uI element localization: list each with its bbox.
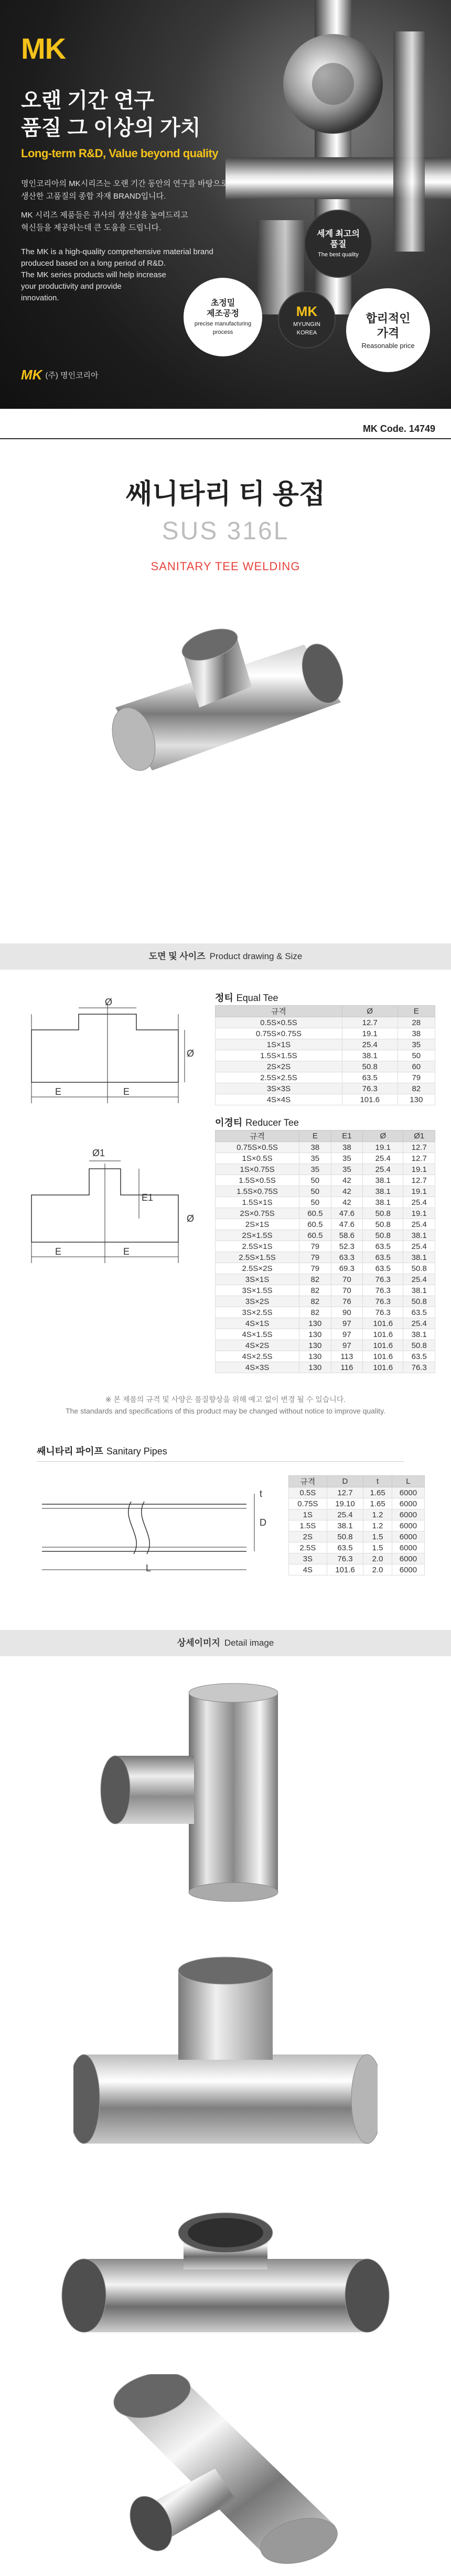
pipe-cell: 1.65: [363, 1487, 392, 1498]
hero-desc-ko-3: MK 시리즈 제품들은 귀사의 생산성을 높여드리고: [21, 211, 188, 220]
pipe-header-cell: D: [327, 1476, 363, 1487]
reducer-tee-cell: 1.5S×0.75S: [216, 1186, 299, 1197]
reducer-tee-cell: 76.3: [363, 1307, 403, 1318]
equal-tee-cell: 38.1: [342, 1050, 398, 1061]
hero-title-line2: 품질 그 이상의 가치: [21, 116, 201, 139]
reducer-tee-table: [215, 1130, 435, 1373]
reducer-tee-cell: 38.1: [363, 1186, 403, 1197]
reducer-tee-cell: 60.5: [299, 1219, 331, 1230]
equal-tee-cell: 1S×1S: [216, 1039, 342, 1050]
sanitary-pipe-drawing: [31, 1473, 262, 1578]
pipe-cell: 2.0: [363, 1553, 392, 1564]
pipe-header-cell: L: [392, 1476, 424, 1487]
equal-tee-row: [216, 1017, 435, 1028]
pipe-header-cell: 규격: [289, 1476, 327, 1487]
reducer-tee-cell: 38.1: [403, 1252, 435, 1263]
reducer-tee-cell: 42: [331, 1175, 363, 1186]
reducer-tee-drawing: [21, 1153, 199, 1268]
hero-title-line1: 오랜 기간 연구: [21, 89, 155, 112]
reducer-tee-cell: 70: [331, 1285, 363, 1296]
reducer-tee-cell: 50: [299, 1197, 331, 1208]
pipe-cell: 101.6: [327, 1564, 363, 1575]
reducer-tee-cell: 50.8: [363, 1230, 403, 1241]
reducer-tee-cell: 50.8: [363, 1219, 403, 1230]
reducer-tee-header-cell: 규격: [216, 1131, 299, 1142]
equal-tee-table: [215, 1005, 435, 1105]
reducer-tee-row: [216, 1263, 435, 1274]
dim-label-phi-side: Ø: [187, 1048, 195, 1059]
equal-tee-row: [216, 1039, 435, 1050]
reducer-tee-cell: 38.1: [403, 1285, 435, 1296]
reducer-tee-row: [216, 1340, 435, 1351]
equal-tee-cell: 76.3: [342, 1083, 398, 1094]
brand-logo: MK: [21, 32, 66, 65]
pipe-row: [289, 1553, 425, 1564]
reducer-tee-row: [216, 1175, 435, 1186]
reducer-tee-cell: 3S×2S: [216, 1296, 299, 1307]
equal-tee-cell: 82: [398, 1083, 435, 1094]
reducer-tee-cell: 116: [331, 1362, 363, 1373]
pipe-cell: 1.2: [363, 1509, 392, 1520]
equal-tee-cell: 60: [398, 1061, 435, 1072]
reducer-tee-cell: 38.1: [363, 1175, 403, 1186]
reducer-tee-cell: 38.1: [363, 1197, 403, 1208]
pipe-cell: 4S: [289, 1564, 327, 1575]
reducer-tee-cell: 4S×1S: [216, 1318, 299, 1329]
reducer-tee-row: [216, 1208, 435, 1219]
pipe-row: [289, 1498, 425, 1509]
reducer-tee-label: 이경티 Reducer Tee: [215, 1117, 299, 1128]
reducer-tee-cell: 38.1: [403, 1230, 435, 1241]
reducer-tee-cell: 47.6: [331, 1219, 363, 1230]
reducer-tee-cell: 4S×1.5S: [216, 1329, 299, 1340]
badge-reasonable-price: 합리적인 가격 Reasonable price: [346, 288, 430, 372]
reducer-tee-cell: 79: [299, 1241, 331, 1252]
equal-tee-cell: 101.6: [342, 1094, 398, 1105]
equal-tee-row: [216, 1028, 435, 1039]
reducer-tee-header-row: [216, 1131, 435, 1142]
reducer-tee-cell: 50: [299, 1186, 331, 1197]
reducer-tee-cell: 101.6: [363, 1340, 403, 1351]
hero-subtitle: Long-term R&D, Value beyond quality: [21, 147, 219, 160]
pipe-row: [289, 1542, 425, 1553]
dim-label-phi-side-2: Ø: [187, 1213, 195, 1224]
reducer-tee-row: [216, 1164, 435, 1175]
reducer-tee-cell: 25.4: [403, 1241, 435, 1252]
reducer-tee-row: [216, 1329, 435, 1340]
hero-desc-ko-1: 명인코리아의 MK시리즈는 오랜 기간 동안의 연구를 바탕으로: [21, 179, 229, 188]
reducer-tee-cell: 1.5S×1S: [216, 1197, 299, 1208]
pipe-cell: 6000: [392, 1520, 424, 1531]
reducer-tee-cell: 63.3: [331, 1252, 363, 1263]
reducer-tee-cell: 47.6: [331, 1208, 363, 1219]
reducer-tee-cell: 0.75S×0.5S: [216, 1142, 299, 1153]
reducer-tee-cell: 63.5: [403, 1351, 435, 1362]
reducer-tee-cell: 50: [299, 1175, 331, 1186]
reducer-tee-cell: 2.5S×2S: [216, 1263, 299, 1274]
pipe-cell: 0.5S: [289, 1487, 327, 1498]
equal-tee-cell: 1.5S×1.5S: [216, 1050, 342, 1061]
pipe-cell: 6000: [392, 1542, 424, 1553]
reducer-tee-cell: 58.6: [331, 1230, 363, 1241]
pipe-cell: 6000: [392, 1564, 424, 1575]
dim-label-pipe-d: D: [260, 1517, 266, 1528]
reducer-tee-cell: 69.3: [331, 1263, 363, 1274]
detail-image-3: [52, 2201, 399, 2348]
equal-tee-header-cell: Ø: [342, 1006, 398, 1017]
pipe-cell: 6000: [392, 1531, 424, 1542]
pipe-cell: 25.4: [327, 1509, 363, 1520]
reducer-tee-cell: 50.8: [363, 1208, 403, 1219]
pipe-cell: 38.1: [327, 1520, 363, 1531]
reducer-tee-cell: 50.8: [403, 1340, 435, 1351]
reducer-tee-cell: 52.3: [331, 1241, 363, 1252]
reducer-tee-cell: 130: [299, 1351, 331, 1362]
pipe-cell: 1.2: [363, 1520, 392, 1531]
pipe-header-cell: t: [363, 1476, 392, 1487]
dim-label-pipe-t: t: [260, 1488, 263, 1499]
equal-tee-cell: 4S×4S: [216, 1094, 342, 1105]
reducer-tee-cell: 19.1: [363, 1142, 403, 1153]
equal-tee-row: [216, 1083, 435, 1094]
pipe-cell: 1.5: [363, 1542, 392, 1553]
reducer-tee-cell: 1S×0.5S: [216, 1153, 299, 1164]
pipe-cell: 1.65: [363, 1498, 392, 1509]
reducer-tee-cell: 12.7: [403, 1175, 435, 1186]
pipe-cell: 12.7: [327, 1487, 363, 1498]
pipe-cell: 76.3: [327, 1553, 363, 1564]
reducer-tee-row: [216, 1307, 435, 1318]
reducer-tee-cell: 38.1: [403, 1329, 435, 1340]
dim-label-e-right: E: [123, 1086, 130, 1097]
reducer-tee-cell: 2.5S×1.5S: [216, 1252, 299, 1263]
reducer-tee-header-cell: E1: [331, 1131, 363, 1142]
equal-tee-label: 정티 Equal Tee: [215, 993, 278, 1003]
reducer-tee-cell: 76.3: [363, 1296, 403, 1307]
hero-desc-ko-4: 혁신들을 제공하는데 큰 도움을 드립니다.: [21, 223, 162, 232]
reducer-tee-cell: 25.4: [363, 1164, 403, 1175]
equal-tee-cell: 79: [398, 1072, 435, 1083]
dim-label-phi-top: Ø: [105, 997, 113, 1007]
reducer-tee-cell: 2S×1S: [216, 1219, 299, 1230]
spec-note-ko: ※ 본 제품의 규격 및 사양은 품질향상을 위해 예고 없이 변경 될 수 있습니다.: [105, 1395, 346, 1404]
equal-tee-cell: 25.4: [342, 1039, 398, 1050]
equal-tee-row: [216, 1094, 435, 1105]
dim-label-e1: E1: [142, 1192, 154, 1203]
reducer-tee-cell: 25.4: [403, 1219, 435, 1230]
equal-tee-cell: 12.7: [342, 1017, 398, 1028]
hero-banner: [0, 0, 451, 409]
reducer-tee-row: [216, 1219, 435, 1230]
pipe-cell: 1.5S: [289, 1520, 327, 1531]
reducer-tee-cell: 19.1: [403, 1208, 435, 1219]
equal-tee-header-cell: 규격: [216, 1006, 342, 1017]
equal-tee-cell: 35: [398, 1039, 435, 1050]
pipe-cell: 2.5S: [289, 1542, 327, 1553]
reducer-tee-cell: 35: [299, 1164, 331, 1175]
pipe-row: [289, 1509, 425, 1520]
reducer-tee-row: [216, 1230, 435, 1241]
dim-label-pipe-l: L: [146, 1563, 152, 1573]
reducer-tee-cell: 35: [331, 1164, 363, 1175]
reducer-tee-cell: 25.4: [363, 1153, 403, 1164]
reducer-tee-header-cell: Ø1: [403, 1131, 435, 1142]
reducer-tee-cell: 101.6: [363, 1351, 403, 1362]
pipe-row: [289, 1564, 425, 1575]
reducer-tee-cell: 97: [331, 1340, 363, 1351]
pipe-cell: 50.8: [327, 1531, 363, 1542]
pipe-header-row: [289, 1476, 425, 1487]
dim-label-phi1: Ø1: [92, 1148, 105, 1158]
reducer-tee-cell: 63.5: [363, 1241, 403, 1252]
pipe-cell: 6000: [392, 1487, 424, 1498]
reducer-tee-row: [216, 1197, 435, 1208]
equal-tee-cell: 130: [398, 1094, 435, 1105]
reducer-tee-cell: 90: [331, 1307, 363, 1318]
reducer-tee-cell: 35: [299, 1153, 331, 1164]
detail-image-4: [84, 2374, 367, 2568]
product-material: SUS 316L: [162, 517, 289, 545]
reducer-tee-cell: 70: [331, 1274, 363, 1285]
equal-tee-row: [216, 1050, 435, 1061]
reducer-tee-cell: 130: [299, 1362, 331, 1373]
equal-tee-cell: 50.8: [342, 1061, 398, 1072]
reducer-tee-header-cell: E: [299, 1131, 331, 1142]
reducer-tee-cell: 82: [299, 1274, 331, 1285]
hero-desc-en-3: The MK series products will help increase: [21, 270, 166, 279]
pipe-cell: 0.75S: [289, 1498, 327, 1509]
equal-tee-cell: 19.1: [342, 1028, 398, 1039]
equal-tee-cell: 63.5: [342, 1072, 398, 1083]
pipe-cell: 6000: [392, 1498, 424, 1509]
reducer-tee-cell: 4S×3S: [216, 1362, 299, 1373]
reducer-tee-cell: 38: [299, 1142, 331, 1153]
pipe-cell: 63.5: [327, 1542, 363, 1553]
badge-precise-process: 초정밀 제조공정 precise manufacturing process: [184, 278, 262, 356]
hero-desc-en-4: your productivity and provide: [21, 282, 122, 291]
badge-mk-myungin: MK MYUNGIN KOREA: [278, 291, 336, 349]
badge-best-quality: 세계 최고의 품질 The best quality: [304, 210, 372, 278]
hero-desc-en-5: innovation.: [21, 294, 59, 302]
spec-note-en: The standards and specifications of this product may be changed without notice to improve quality.: [66, 1407, 385, 1415]
dim-label-e-right-2: E: [123, 1246, 130, 1257]
reducer-tee-cell: 101.6: [363, 1318, 403, 1329]
reducer-tee-cell: 50.8: [403, 1296, 435, 1307]
reducer-tee-row: [216, 1186, 435, 1197]
pipe-row: [289, 1487, 425, 1498]
reducer-tee-cell: 25.4: [403, 1318, 435, 1329]
reducer-tee-cell: 3S×1S: [216, 1274, 299, 1285]
reducer-tee-cell: 2S×1.5S: [216, 1230, 299, 1241]
product-code-bar: [0, 420, 451, 439]
hero-desc-en-2: produced based on a long period of R&D.: [21, 259, 166, 268]
reducer-tee-cell: 3S×2.5S: [216, 1307, 299, 1318]
reducer-tee-cell: 2.5S×1S: [216, 1241, 299, 1252]
reducer-tee-cell: 35: [331, 1153, 363, 1164]
product-code: MK Code. 14749: [362, 423, 435, 434]
pipe-cell: 2S: [289, 1531, 327, 1542]
equal-tee-row: [216, 1061, 435, 1072]
equal-tee-drawing: [21, 998, 199, 1108]
reducer-tee-row: [216, 1296, 435, 1307]
reducer-tee-cell: 4S×2S: [216, 1340, 299, 1351]
reducer-tee-cell: 101.6: [363, 1362, 403, 1373]
section-bar-drawing: 도면 및 사이즈 Product drawing & Size: [0, 943, 451, 970]
reducer-tee-cell: 82: [299, 1296, 331, 1307]
hero-desc-ko-2: 생산한 고품질의 종합 자재 BRAND입니다.: [21, 192, 166, 201]
reducer-tee-cell: 63.5: [363, 1263, 403, 1274]
reducer-tee-row: [216, 1153, 435, 1164]
reducer-tee-cell: 60.5: [299, 1230, 331, 1241]
sanitary-pipe-label: 쌔니타리 파이프 Sanitary Pipes: [37, 1446, 167, 1457]
product-main-image: [94, 597, 357, 818]
reducer-tee-row: [216, 1318, 435, 1329]
company-logo: MK (주) 명인코리아: [21, 367, 99, 383]
sanitary-pipe-table: [288, 1475, 425, 1575]
equal-tee-cell: 2S×2S: [216, 1061, 342, 1072]
equal-tee-row: [216, 1072, 435, 1083]
pipe-cell: 1S: [289, 1509, 327, 1520]
equal-tee-cell: 2.5S×2.5S: [216, 1072, 342, 1083]
reducer-tee-cell: 76.3: [363, 1274, 403, 1285]
reducer-tee-cell: 25.4: [403, 1274, 435, 1285]
detail-image-2: [73, 1950, 378, 2170]
reducer-tee-cell: 82: [299, 1285, 331, 1296]
equal-tee-cell: 50: [398, 1050, 435, 1061]
reducer-tee-cell: 79: [299, 1263, 331, 1274]
reducer-tee-cell: 38: [331, 1142, 363, 1153]
reducer-tee-row: [216, 1142, 435, 1153]
reducer-tee-cell: 1.5S×0.5S: [216, 1175, 299, 1186]
reducer-tee-row: [216, 1241, 435, 1252]
reducer-tee-cell: 12.7: [403, 1142, 435, 1153]
equal-tee-cell: 38: [398, 1028, 435, 1039]
pipe-cell: 19.10: [327, 1498, 363, 1509]
reducer-tee-cell: 97: [331, 1329, 363, 1340]
pipe-cell: 6000: [392, 1509, 424, 1520]
reducer-tee-cell: 42: [331, 1197, 363, 1208]
reducer-tee-cell: 4S×2.5S: [216, 1351, 299, 1362]
dim-label-e-left-2: E: [55, 1246, 62, 1257]
product-title-ko: 쌔니타리 티 용접: [125, 479, 326, 509]
reducer-tee-row: [216, 1252, 435, 1263]
pipe-cell: 3S: [289, 1553, 327, 1564]
reducer-tee-cell: 113: [331, 1351, 363, 1362]
reducer-tee-cell: 101.6: [363, 1329, 403, 1340]
pipe-row: [289, 1520, 425, 1531]
reducer-tee-cell: 76.3: [363, 1285, 403, 1296]
pipe-cell: 2.0: [363, 1564, 392, 1575]
dim-label-e-left: E: [55, 1086, 62, 1097]
reducer-tee-cell: 79: [299, 1252, 331, 1263]
reducer-tee-cell: 63.5: [403, 1307, 435, 1318]
reducer-tee-cell: 76: [331, 1296, 363, 1307]
reducer-tee-cell: 82: [299, 1307, 331, 1318]
reducer-tee-cell: 130: [299, 1329, 331, 1340]
reducer-tee-cell: 130: [299, 1340, 331, 1351]
section-bar-detail: 상세이미지 Detail image: [0, 1630, 451, 1656]
reducer-tee-cell: 97: [331, 1318, 363, 1329]
reducer-tee-cell: 63.5: [363, 1252, 403, 1263]
reducer-tee-cell: 12.7: [403, 1153, 435, 1164]
equal-tee-cell: 0.5S×0.5S: [216, 1017, 342, 1028]
pipe-cell: 6000: [392, 1553, 424, 1564]
reducer-tee-row: [216, 1351, 435, 1362]
reducer-tee-cell: 42: [331, 1186, 363, 1197]
pipe-cell: 1.5: [363, 1531, 392, 1542]
reducer-tee-cell: 76.3: [403, 1362, 435, 1373]
reducer-tee-cell: 130: [299, 1318, 331, 1329]
pipe-row: [289, 1531, 425, 1542]
reducer-tee-cell: 2S×0.75S: [216, 1208, 299, 1219]
pipe-divider: [37, 1461, 404, 1462]
reducer-tee-cell: 1S×0.75S: [216, 1164, 299, 1175]
reducer-tee-row: [216, 1274, 435, 1285]
reducer-tee-row: [216, 1285, 435, 1296]
equal-tee-cell: 0.75S×0.75S: [216, 1028, 342, 1039]
equal-tee-header-row: [216, 1006, 435, 1017]
equal-tee-header-cell: E: [398, 1006, 435, 1017]
reducer-tee-cell: 50.8: [403, 1263, 435, 1274]
product-title-en: SANITARY TEE WELDING: [151, 560, 300, 573]
reducer-tee-cell: 19.1: [403, 1164, 435, 1175]
equal-tee-cell: 28: [398, 1017, 435, 1028]
reducer-tee-row: [216, 1362, 435, 1373]
reducer-tee-cell: 3S×1.5S: [216, 1285, 299, 1296]
detail-image-1: [94, 1677, 357, 1908]
hero-desc-en-1: The MK is a high-quality comprehensive material brand: [21, 247, 213, 256]
reducer-tee-header-cell: Ø: [363, 1131, 403, 1142]
reducer-tee-cell: 60.5: [299, 1208, 331, 1219]
reducer-tee-cell: 25.4: [403, 1197, 435, 1208]
equal-tee-cell: 3S×3S: [216, 1083, 342, 1094]
reducer-tee-cell: 19.1: [403, 1186, 435, 1197]
